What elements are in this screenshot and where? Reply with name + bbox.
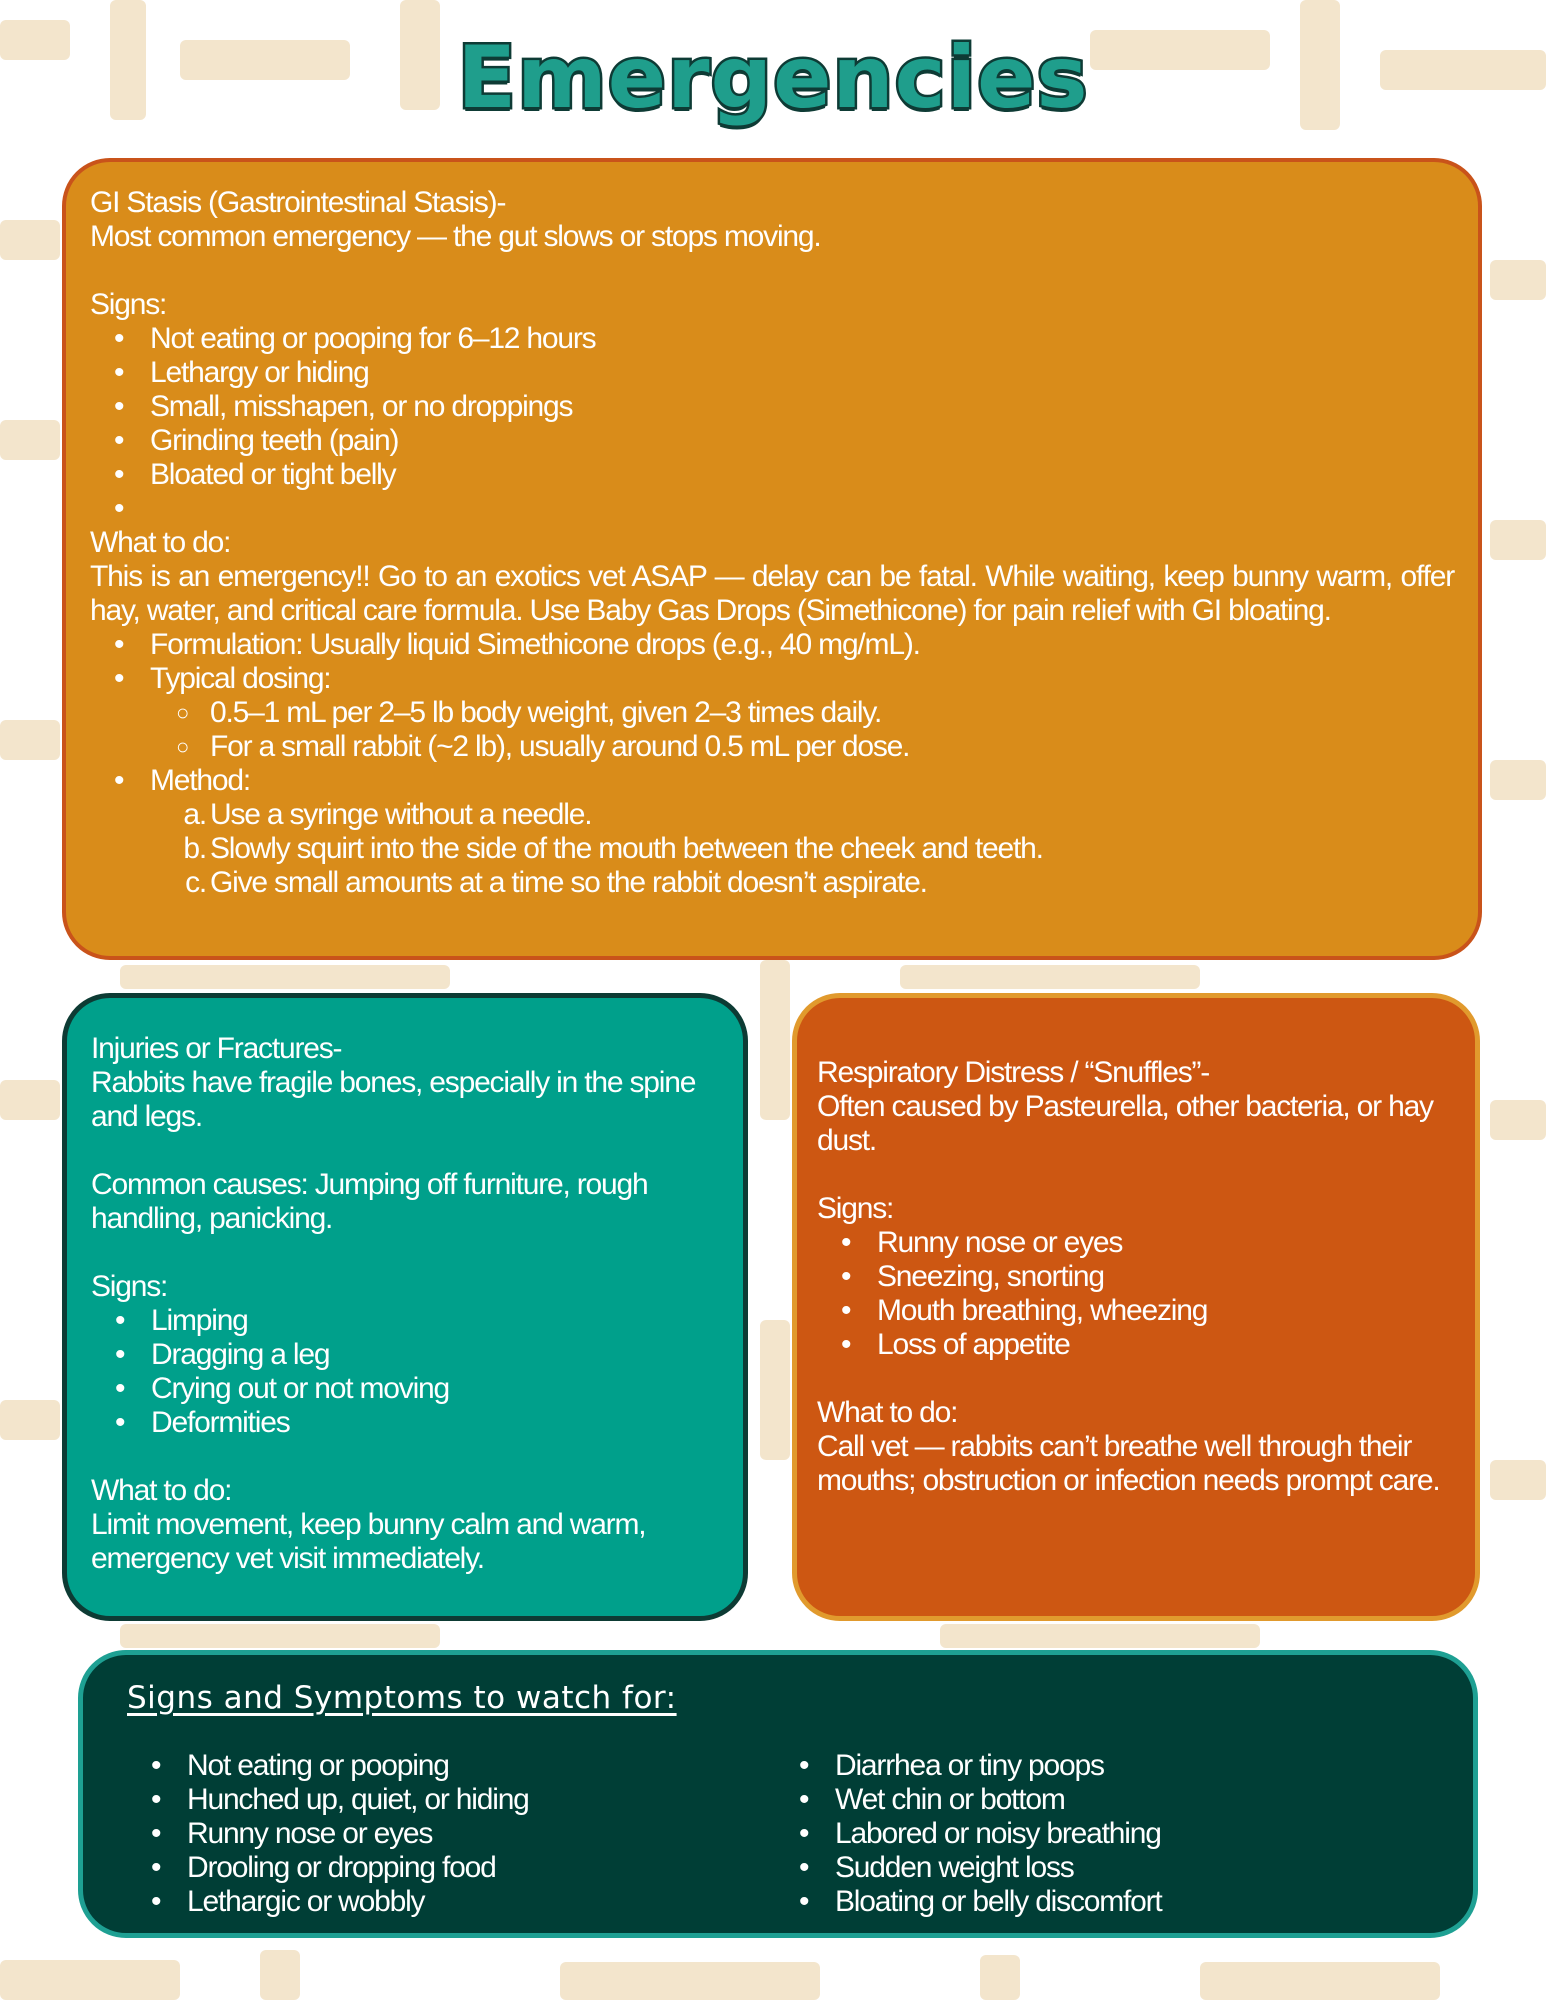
list-item: • Lethargic or wobbly — [187, 1885, 529, 1919]
injury-signs-list — [91, 1304, 719, 1440]
list-item-empty — [150, 492, 1454, 526]
method-item — [150, 764, 1454, 900]
dosing-label: Typical dosing: — [150, 662, 331, 695]
list-item: • Dragging a leg — [151, 1338, 719, 1372]
list-item: • Small, misshapen, or no droppings — [150, 390, 1454, 424]
list-item: • Limping — [151, 1304, 719, 1338]
list-item: • Hunched up, quiet, or hiding — [187, 1783, 529, 1817]
list-item: • Grinding teeth (pain) — [150, 424, 1454, 458]
gi-stasis-card — [62, 158, 1482, 960]
step-marker: a. — [183, 798, 206, 831]
list-item: • Labored or noisy breathing — [835, 1817, 1162, 1851]
list-item: ○ For a small rabbit (~2 lb), usually around 0.5 mL per dose. — [210, 730, 1454, 764]
list-item: • Not eating or pooping — [187, 1749, 529, 1783]
gi-intro: Most common emergency — the gut slows or stops moving. — [90, 220, 821, 253]
method-steps — [150, 798, 1454, 900]
method-label: Method: — [150, 764, 250, 797]
symptoms-card — [78, 1650, 1478, 1938]
resp-signs-list — [817, 1226, 1455, 1362]
list-item: • Crying out or not moving — [151, 1372, 719, 1406]
list-item: • Wet chin or bottom — [835, 1783, 1162, 1817]
resp-todo-label: What to do: — [817, 1396, 958, 1429]
list-item — [185, 866, 1454, 900]
step-text: Slowly squirt into the side of the mouth between the cheek and teeth. — [210, 832, 1043, 865]
list-item: • Runny nose or eyes — [187, 1817, 529, 1851]
list-item: • Drooling or dropping food — [187, 1851, 529, 1885]
list-item: • Mouth breathing, wheezing — [877, 1294, 1455, 1328]
injury-todo-text: Limit movement, keep bunny calm and warm, emergency vet visit immediately. — [91, 1508, 646, 1575]
gi-signs-list — [90, 322, 1454, 526]
step-text: Give small amounts at a time so the rabbit doesn’t aspirate. — [210, 866, 927, 899]
list-item: • Bloated or tight belly — [150, 458, 1454, 492]
list-item: • Loss of appetite — [877, 1328, 1455, 1362]
list-item: ○ 0.5–1 mL per 2–5 lb body weight, given 2–3 times daily. — [210, 696, 1454, 730]
symptoms-heading: Signs and Symptoms to watch for: — [127, 1680, 677, 1716]
injury-signs-label: Signs: — [91, 1270, 168, 1303]
list-item: • Runny nose or eyes — [877, 1226, 1455, 1260]
respiratory-card — [792, 993, 1480, 1621]
gi-todo-label: What to do: — [90, 526, 231, 559]
resp-todo-text: Call vet — rabbits can’t breathe well through their mouths; obstruction or infection needs prompt care. — [817, 1430, 1440, 1497]
injury-intro: Rabbits have fragile bones, especially in the spine and legs. — [91, 1066, 696, 1133]
list-item: • Deformities — [151, 1406, 719, 1440]
list-item: • Not eating or pooping for 6–12 hours — [150, 322, 1454, 356]
injury-heading: Injuries or Fractures- — [91, 1032, 342, 1065]
list-item: • Sudden weight loss — [835, 1851, 1162, 1885]
resp-intro: Often caused by Pasteurella, other bacteria, or hay dust. — [817, 1090, 1433, 1157]
symptoms-list-right — [775, 1749, 1162, 1919]
list-item — [183, 798, 1454, 832]
formulation-item: • Formulation: Usually liquid Simethicone drops (e.g., 40 mg/mL). — [150, 628, 1454, 662]
list-item: • Diarrhea or tiny poops — [835, 1749, 1162, 1783]
injury-todo-label: What to do: — [91, 1474, 232, 1507]
list-item: • Lethargy or hiding — [150, 356, 1454, 390]
gi-heading: GI Stasis (Gastrointestinal Stasis)- — [90, 186, 506, 219]
resp-signs-label: Signs: — [817, 1192, 894, 1225]
page-title: Emergencies — [457, 28, 1089, 128]
list-item — [183, 832, 1454, 866]
step-text: Use a syringe without a needle. — [210, 798, 592, 831]
gi-treatment-list — [90, 628, 1454, 900]
step-marker: b. — [183, 832, 206, 865]
gi-signs-label: Signs: — [90, 288, 167, 321]
list-item: • Bloating or belly discomfort — [835, 1885, 1162, 1919]
dosing-item — [150, 662, 1454, 764]
gi-todo-text: This is an emergency!! Go to an exotics vet ASAP — delay can be fatal. While waiting, keep bunny warm, offer hay, water, and critical care formula. Use Baby Gas Drops (Simethicone) for pain relief with GI bloating. — [90, 560, 1454, 627]
symptoms-list-left — [127, 1749, 529, 1919]
step-marker: c. — [185, 866, 206, 899]
list-item: • Sneezing, snorting — [877, 1260, 1455, 1294]
resp-heading: Respiratory Distress / “Snuffles”- — [817, 1056, 1210, 1089]
dosing-list — [150, 696, 1454, 764]
injury-causes: Common causes: Jumping off furniture, rough handling, panicking. — [91, 1168, 648, 1235]
injuries-card — [62, 993, 748, 1621]
